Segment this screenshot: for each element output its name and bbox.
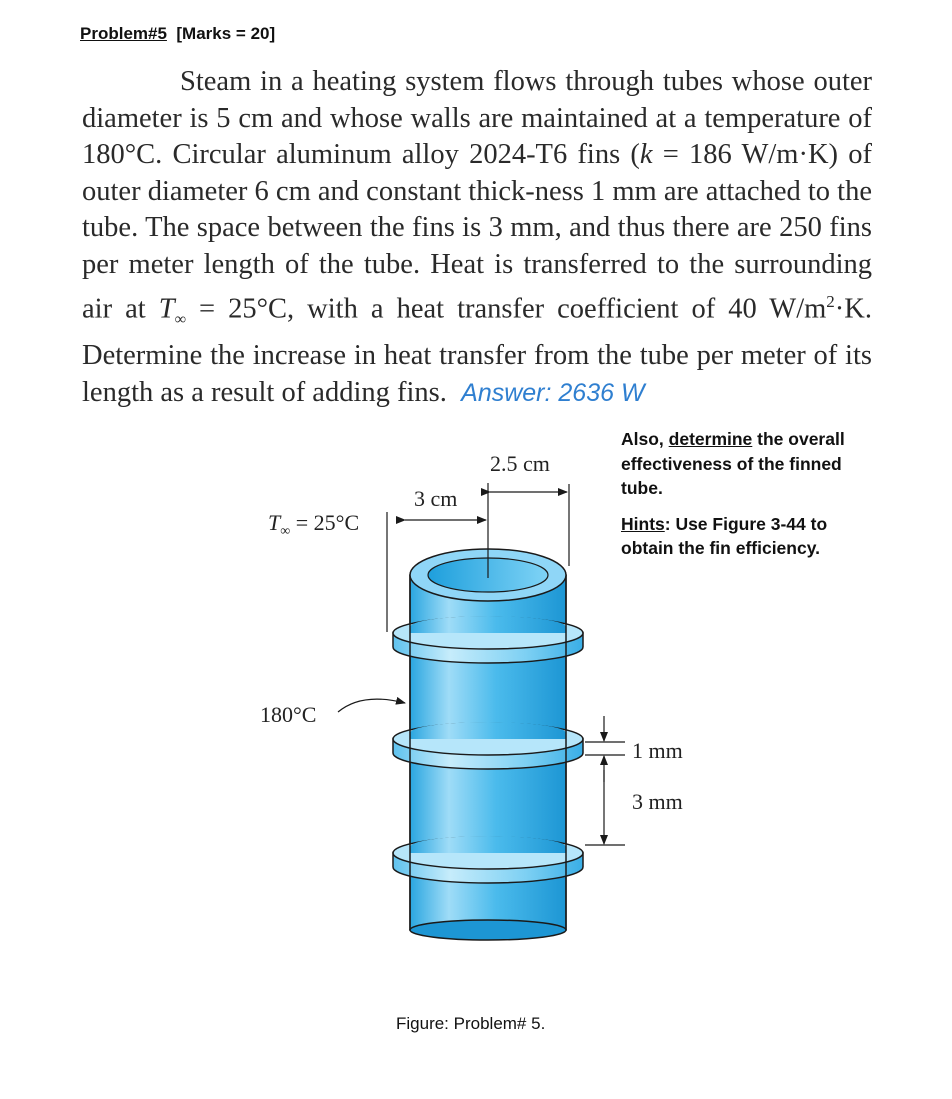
- symbol-t-inf: T: [158, 293, 175, 325]
- hints-label: Hints: [621, 513, 665, 534]
- label-1mm: 1 mm: [632, 738, 683, 763]
- statement-part-1: Steam in a heating system flows through tubes whose outer diameter is 5 cm and whose walls are maintained at a temperature of 180°C. Circular aluminum alloy 2024-T6 fins (: [82, 66, 872, 171]
- statement-part-2: = 186 W/m·K) of outer diameter 6 cm and constant thick-ness 1 mm are attached to the tube. The space between the fins is 3 mm, and thus there are 250 fins per meter length of the tube. Heat is transferred to the surrounding air at: [82, 139, 872, 325]
- fin: [393, 616, 583, 663]
- temp-leader-arrow: [338, 699, 405, 712]
- symbol-k: k: [639, 139, 653, 171]
- label-180c: 180°C: [260, 702, 317, 727]
- statement-part-4: ·K. Determine the increase in heat transfer from the tube per meter of its length as a result of adding fins.: [82, 293, 872, 408]
- fin: [393, 722, 583, 769]
- label-2-5cm: 2.5 cm: [490, 451, 550, 476]
- side-note-rest: the overall effectiveness of the finned tube.: [621, 429, 845, 498]
- problem-marks: [Marks = 20]: [176, 24, 276, 43]
- label-tinf: $T_\infty = 25^\circ C$: [268, 510, 360, 539]
- tube-bottom: [410, 920, 566, 940]
- fin: [393, 836, 583, 883]
- answer: Answer: 2636 W: [461, 378, 645, 407]
- superscript-2: 2: [826, 291, 835, 311]
- side-note-also: Also,: [621, 429, 669, 449]
- figure-caption: Figure: Problem# 5.: [396, 1014, 546, 1033]
- label-3cm: 3 cm: [414, 486, 458, 511]
- problem-number: Problem#5: [80, 24, 167, 43]
- hints-text: : Use Figure 3-44 to obtain the fin efficiency.: [621, 513, 828, 558]
- label-3mm: 3 mm: [632, 789, 683, 814]
- side-note-determine: determine: [668, 429, 753, 449]
- symbol-t-inf-sub: ∞: [174, 310, 186, 328]
- statement-part-3: = 25°C, with a heat transfer coefficient of 40 W/m: [185, 293, 827, 325]
